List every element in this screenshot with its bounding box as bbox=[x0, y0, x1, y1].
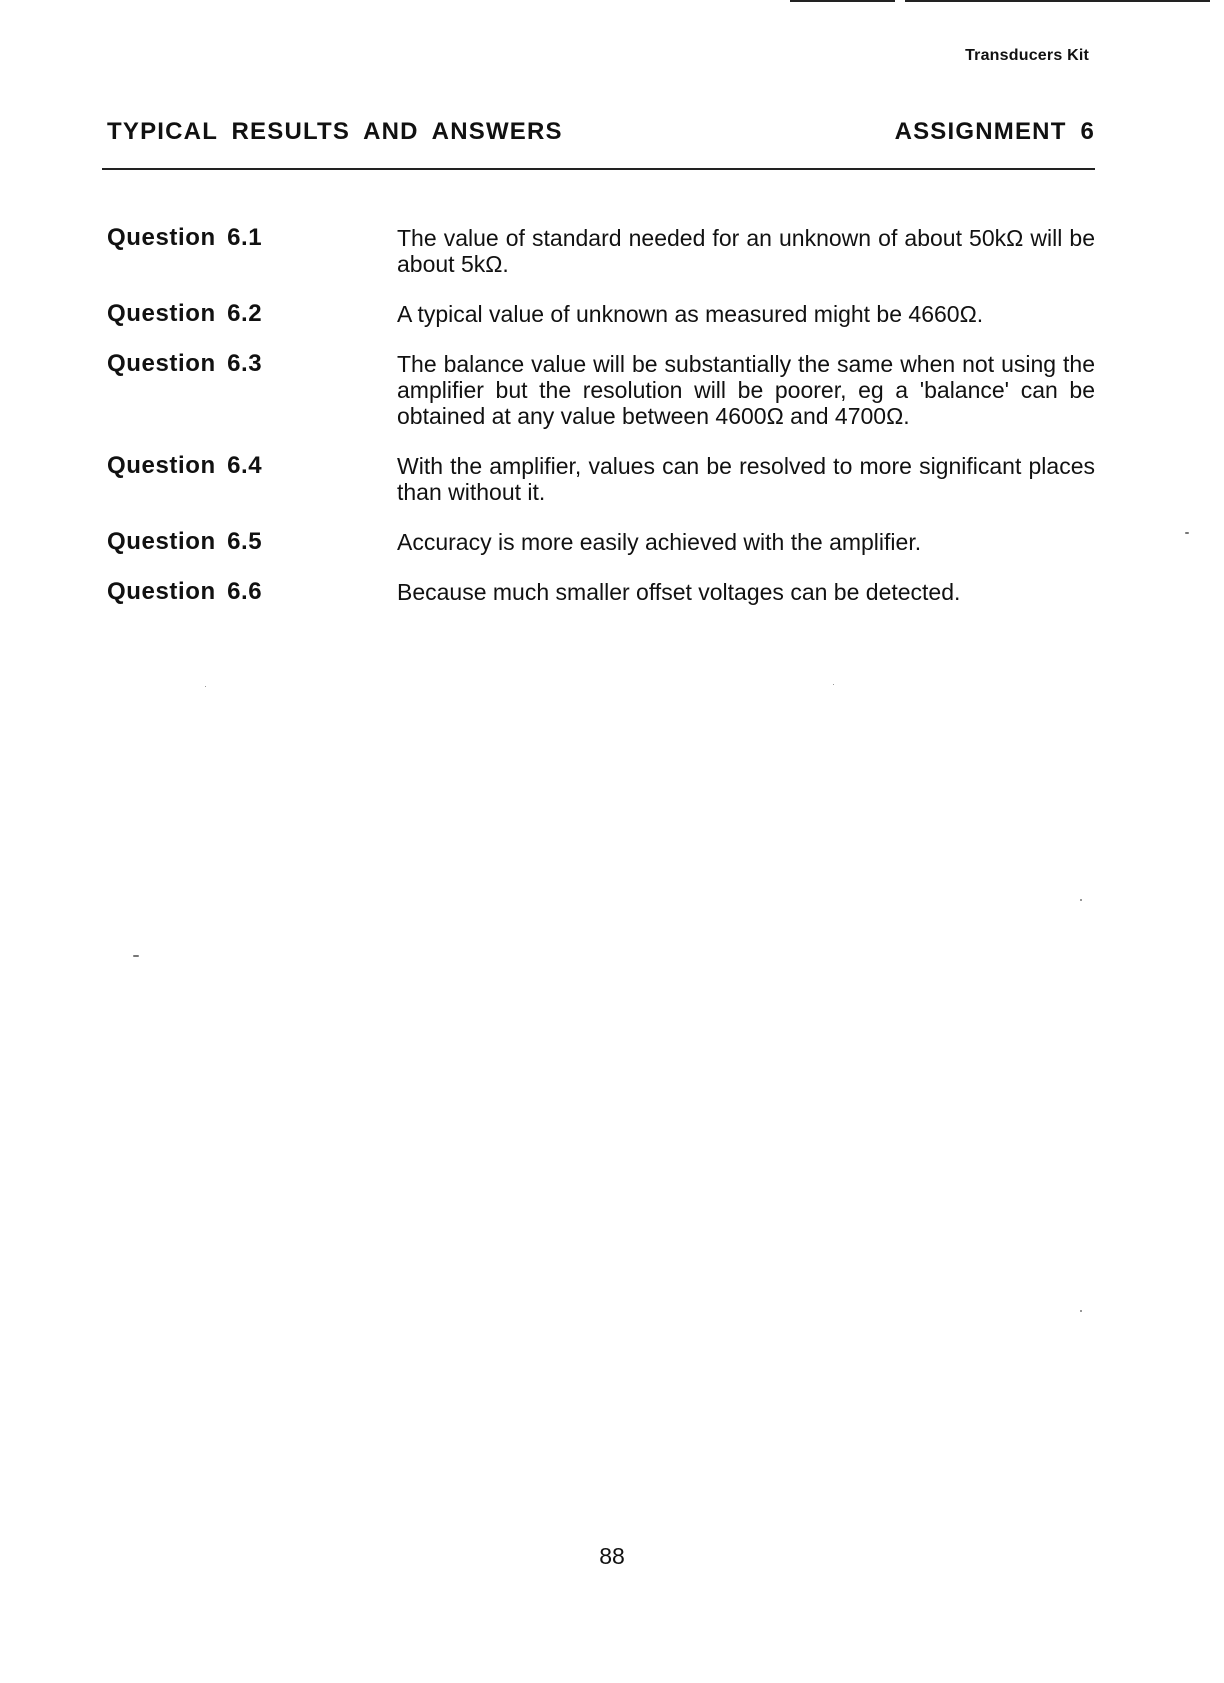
question-label: Question 6.2 bbox=[107, 300, 263, 327]
section-title: TYPICAL RESULTS AND ANSWERS bbox=[107, 118, 563, 145]
question-answer-list bbox=[107, 225, 1095, 629]
answer-text: With the amplifier, values can be resolved to more significant places than without it. bbox=[397, 453, 1095, 505]
question-row bbox=[107, 301, 1095, 327]
assignment-label: ASSIGNMENT 6 bbox=[894, 118, 1095, 145]
question-label: Question 6.1 bbox=[107, 224, 263, 251]
question-row bbox=[107, 351, 1095, 429]
question-row bbox=[107, 579, 1095, 605]
scan-speck bbox=[833, 684, 834, 685]
scan-speck bbox=[1080, 899, 1082, 901]
answer-text: The balance value will be substantially the same when not using the amplifier but the resolution will be poorer, eg a 'balance' can be obtained at any value between 4600Ω and 4700Ω. bbox=[397, 351, 1095, 429]
question-label: Question 6.6 bbox=[107, 578, 263, 605]
section-header bbox=[107, 118, 1095, 146]
question-row bbox=[107, 225, 1095, 277]
header-divider bbox=[102, 168, 1095, 170]
question-label: Question 6.5 bbox=[107, 528, 263, 555]
top-edge-rule-left bbox=[790, 0, 895, 2]
answer-text: The value of standard needed for an unknown of about 50kΩ will be about 5kΩ. bbox=[397, 225, 1095, 277]
scan-speck bbox=[205, 686, 206, 687]
scan-speck bbox=[1080, 1310, 1082, 1312]
scan-speck bbox=[133, 955, 139, 957]
answer-text: Because much smaller offset voltages can be detected. bbox=[397, 579, 961, 605]
running-head: Transducers Kit bbox=[965, 47, 1089, 64]
question-label: Question 6.4 bbox=[107, 452, 263, 479]
answer-text: Accuracy is more easily achieved with the amplifier. bbox=[397, 529, 922, 555]
top-edge-rule-right bbox=[905, 0, 1210, 2]
question-row bbox=[107, 529, 1095, 555]
page-number: 88 bbox=[599, 1543, 625, 1569]
scan-speck bbox=[1185, 532, 1189, 534]
answer-text: A typical value of unknown as measured might be 4660Ω. bbox=[397, 301, 984, 327]
question-label: Question 6.3 bbox=[107, 350, 263, 377]
question-row bbox=[107, 453, 1095, 505]
